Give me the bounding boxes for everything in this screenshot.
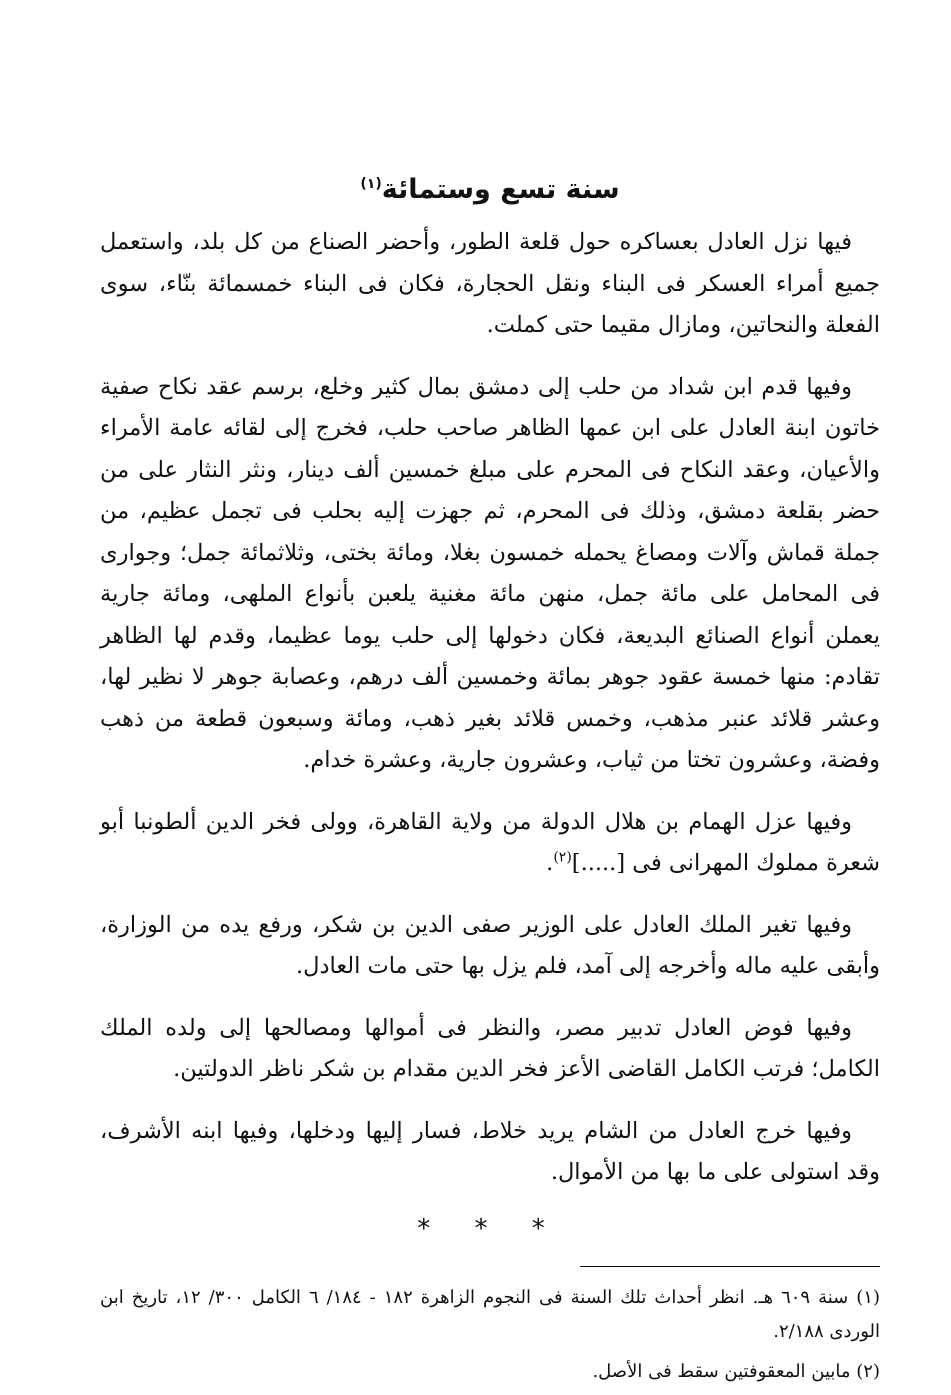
footnote-divider bbox=[580, 1266, 880, 1267]
paragraph-1: فيها نزل العادل بعساكره حول قلعة الطور، وأحضر الصناع من كل بلد، واستعمل جميع أمراء العسكر فى البناء ونقل الحجارة، فكان فى البناء خمسمائة بنّاء، سوى الفعلة والنحاتين، ومازال مقيما حتى كملت. bbox=[100, 229, 880, 338]
paragraph-5: وفيها فوض العادل تدبير مصر، والنظر فى أموالها ومصالحها إلى ولده الملك الكامل؛ فرتب الكامل القاضى الأعز فخر الدين مقدام بن شكر ناظر الدولتين. bbox=[100, 1014, 880, 1082]
paragraph-3 bbox=[100, 802, 880, 885]
section-separator: * * * bbox=[417, 1213, 563, 1244]
footnote-1: (١) سنة ٦٠٩ هـ. انظر أحداث تلك السنة فى النجوم الزاهرة ١٨٢ - ١٨٤/ ٦ الكامل ٣٠٠/ ١٢، تاريخ ابن الوردى ٢/١٨٨. bbox=[100, 1286, 880, 1342]
footnote-ref-1: (١) bbox=[360, 176, 382, 192]
paragraph-3-text: وفيها عزل الهمام بن هلال الدولة من ولاية القاهرة، وولى فخر الدين ألطونبا أبو شعرة مملوك المهرانى فى [.....] bbox=[100, 808, 880, 876]
paragraph-3-tail: . bbox=[546, 850, 554, 876]
paragraph-4: وفيها تغير الملك العادل على الوزير صفى الدين بن شكر، ورفع يده من الوزارة، وأبقى عليه ماله وأخرجه إلى آمد، فلم يزل بها حتى مات العادل. bbox=[100, 911, 880, 979]
paragraph-6: وفيها خرج العادل من الشام يريد خلاط، فسار إليها ودخلها، وفيها ابنه الأشرف، وقد استولى على ما بها من الأموال. bbox=[100, 1117, 880, 1185]
footnote-2: (٢) مابين المعقوفتين سقط فى الأصل. bbox=[592, 1360, 880, 1382]
paragraph-2: وفيها قدم ابن شداد من حلب إلى دمشق بمال كثير وخلع، برسم عقد نكاح صفية خاتون ابنة العادل على ابن عمها الظاهر صاحب حلب، فخرج إلى لقائه عامة الأمراء والأعيان، وعقد النكاح فى المحرم على مبلغ خمسين ألف دينار، ونثر النثار على من حضر بقلعة دمشق، وذلك فى المحرم، ثم جهزت إليه بحلب فى تجمل عظيم، من جملة قماش وآلات ومصاغ يحمله خمسون بغلا، ومائة بختى، وثلاثمائة جمل؛ وجوارى فى المحامل على مائة جمل، منهن مائة مغنية يلعبن بأنواع الملهى، ومائة جارية يعملن أنواع الصنائع البديعة، فكان دخولها إلى حلب يوما عظيما، وقدم لها الظاهر تقادم: منها خمسة عقود جوهر بمائة وخمسين ألف درهم، وعصابة جوهر لا نظير لها، وعشر قلائد عنبر مذهب، وخمس قلائد بغير ذهب، ومائة وسبعون قطعة من ذهب وفضة، وعشرون تختا من ثياب، وعشرون جارية، وعشرة خدام. bbox=[100, 373, 880, 773]
chapter-title bbox=[100, 170, 880, 210]
chapter-title-text: سنة تسع وستمائة bbox=[381, 174, 620, 205]
footnote-ref-2: (٢) bbox=[553, 849, 572, 866]
page-body bbox=[100, 170, 880, 1395]
